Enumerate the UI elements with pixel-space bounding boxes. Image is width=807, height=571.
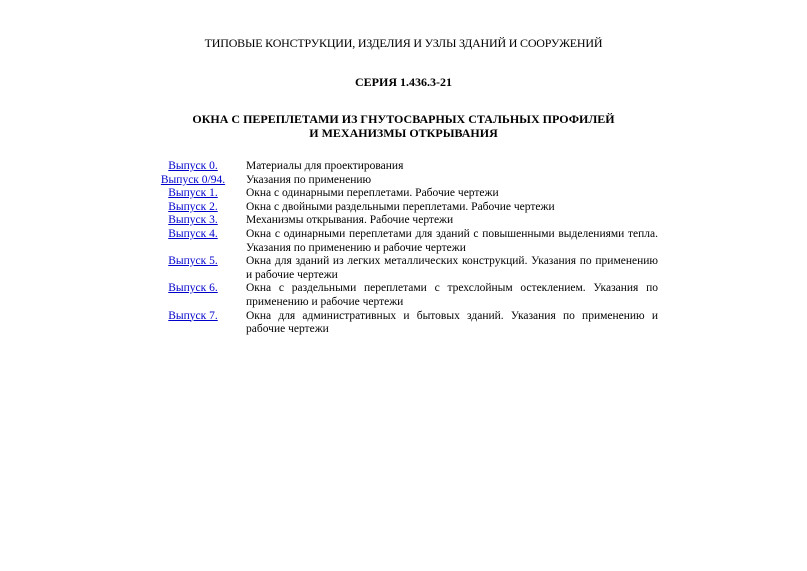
issue-description: Окна с раздельными переплетами с трехслойным остеклением. Указания по применению и рабочие чертежи <box>246 282 658 308</box>
issue-row <box>150 214 658 228</box>
issue-row <box>150 255 658 282</box>
document-title <box>0 112 807 140</box>
issue-row <box>150 282 658 309</box>
issues-list <box>150 160 658 337</box>
issue-description: Материалы для проектирования <box>246 160 404 172</box>
series-title: СЕРИЯ 1.436.3-21 <box>355 75 452 89</box>
issue-link-5[interactable]: Выпуск 5. <box>168 255 218 268</box>
document-title-line-1: ОКНА С ПЕРЕПЛЕТАМИ ИЗ ГНУТОСВАРНЫХ СТАЛЬНЫХ ПРОФИЛЕЙ <box>192 112 615 126</box>
issue-link-1[interactable]: Выпуск 1. <box>168 187 218 200</box>
issue-row <box>150 160 658 174</box>
issue-row <box>150 201 658 215</box>
issue-link-2[interactable]: Выпуск 2. <box>168 200 218 213</box>
issue-link-7[interactable]: Выпуск 7. <box>168 309 218 322</box>
issue-row <box>150 174 658 188</box>
collection-title: ТИПОВЫЕ КОНСТРУКЦИИ, ИЗДЕЛИЯ И УЗЛЫ ЗДАНИЙ И СООРУЖЕНИЙ <box>204 36 603 50</box>
issue-description: Окна с одинарными переплетами для зданий с повышенными выделениями тепла. Указания по применению и рабочие чертежи <box>246 227 658 254</box>
issue-link-0-94[interactable]: Выпуск 0/94. <box>160 173 226 186</box>
issue-link-3[interactable]: Выпуск 3. <box>168 214 218 227</box>
issue-description: Окна для административных и бытовых зданий. Указания по применению и рабочие чертежи <box>246 309 658 336</box>
issue-link-4[interactable]: Выпуск 4. <box>168 227 218 240</box>
document-title-line-2: И МЕХАНИЗМЫ ОТКРЫВАНИЯ <box>309 126 498 140</box>
issue-link-6[interactable]: Выпуск 6. <box>168 282 218 295</box>
issue-description: Окна для зданий из легких металлических конструкций. Указания по применению и рабочие чертежи <box>246 255 658 281</box>
issue-description: Окна с одинарными переплетами. Рабочие чертежи <box>246 187 499 200</box>
issue-row <box>150 187 658 201</box>
issue-link-0[interactable]: Выпуск 0. <box>168 160 218 172</box>
issue-description: Окна с двойными раздельными переплетами. Рабочие чертежи <box>246 200 555 213</box>
issue-row <box>150 228 658 255</box>
issue-description: Указания по применению <box>246 173 372 186</box>
issue-description: Механизмы открывания. Рабочие чертежи <box>246 214 454 227</box>
issue-row <box>150 310 658 337</box>
